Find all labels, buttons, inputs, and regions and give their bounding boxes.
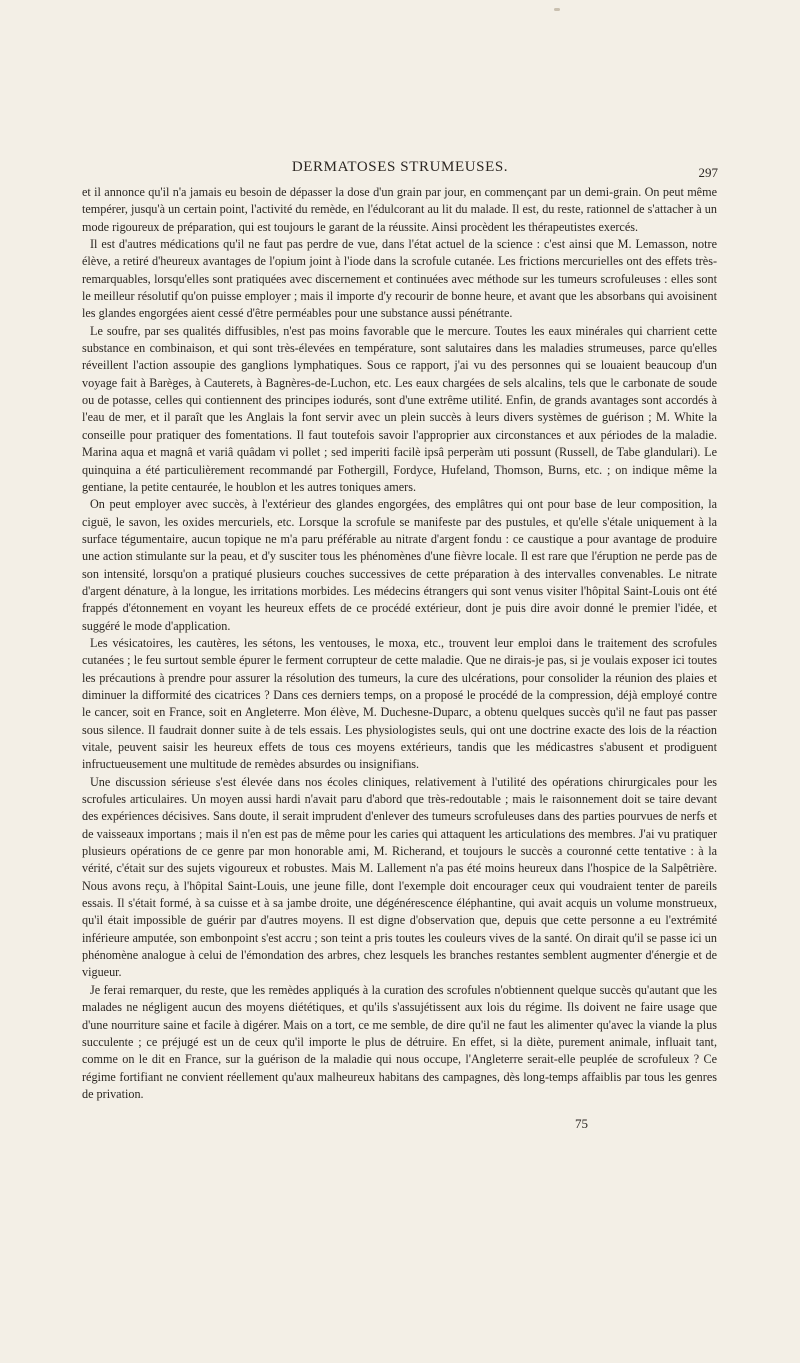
paragraph-1: et il annonce qu'il n'a jamais eu besoin de dépasser la dose d'un grain par jour, en commençant par un demi-grain. On peut même tempérer, jusqu'à un certain point, l'activité du remède, en l'édulcorant au lit du malade. Il est, du reste, rationnel de s'attacher à un mode rigoureux de préparation, qui est toujours le garant de la réussite. Ainsi procèdent les thérapeutistes exercés. xyxy=(82,185,717,234)
signature-mark: 75 xyxy=(575,1116,588,1131)
paragraph-2: Il est d'autres médications qu'il ne faut pas perdre de vue, dans l'état actuel de la science : c'est ainsi que M. Lemasson, notre élève, a retiré d'heureux avantages de l'opium joint à l'iode dans la scrofule cutanée. Les frictions mercurielles ont des effets très-remarquables, lorsqu'elles sont pratiquées avec discernement et continuées avec méthode sur les tumeurs scrofuleuses : elles sont le meilleur résolutif qu'on puisse employer ; mais il importe d'y recourir de bonne heure, et avant que les absorbans qui avoisinent les glandes engorgées aient cessé d'être perméables pour une substance aussi pénétrante. xyxy=(82,237,717,321)
paragraph-3: Le soufre, par ses qualités diffusibles, n'est pas moins favorable que le mercure. Toutes les eaux minérales qui charrient cette substance en combinaison, et qui sont très-élevées en température, sont salutaires dans les maladies strumeuses, parce qu'elles réveillent l'action assoupie des ganglions lymphatiques. Sous ce rapport, j'ai vu des personnes qui se louaient beaucoup d'un voyage fait à Barèges, à Cauterets, à Bagnères-de-Luchon, etc. Les eaux chargées de sels alcalins, tels que le carbonate de soude ou de potasse, celles qui contiennent des principes iodurés, sont d'une extrême utilité. Enfin, de grands avantages sont accordés à l'eau de mer, et il paraît que les Anglais la font servir avec un plein succès à leurs divers systèmes de guérison ; M. White la conseille pour pratiquer des fomentations. Il faut toutefois savoir l'approprier aux circonstances et aux périodes de la maladie. Marina aqua et magnâ et variâ quâdam vi pollet ; sed imperiti facilè ipsâ perperàm uti possunt (Russell, de Tabe glandulari). Le quinquina a été particulièrement recommandé par Fothergill, Fordyce, Hufeland, Thomson, Burns, etc. ; on indique même la gentiane, la petite centaurée, le houblon et les autres toniques amers. xyxy=(82,323,717,494)
paper-mark xyxy=(554,8,560,11)
paragraph-5: Les vésicatoires, les cautères, les sétons, les ventouses, le moxa, etc., trouvent leur emploi dans le traitement des scrofules cutanées ; le feu surtout semble épurer le ferment corrupteur de cette maladie. Que ne dirais-je pas, si je voulais exposer ici toutes les précautions à prendre pour assurer la résolution des tumeurs, la cure des ulcérations, pour consolider la réunion des plaies et diminuer la difformité des cicatrices ? Dans ces derniers temps, on a proposé le procédé de la compression, déjà employé contre le cancer, soit en France, soit en Angleterre. Mon élève, M. Duchesne-Duparc, a obtenu quelques succès qu'il ne faut pas passer sous silence. Il faudrait donner suite à de tels essais. Les physiologistes seuls, qui ont une doctrine exacte des lois de la réaction vitale, peuvent saisir les heureux effets de tous ces moyens extérieurs, tandis que les médicastres s'abusent et prodiguent infructueusement une multitude de remèdes absurdes ou insignifians. xyxy=(82,635,717,772)
paragraph-7: Je ferai remarquer, du reste, que les remèdes appliqués à la curation des scrofules n'obtiennent quelque succès qu'autant que les malades ne négligent aucun des moyens diététiques, et qu'ils s'assujétissent aux lois du régime. Ils doivent ne faire usage que d'une nourriture saine et facile à digérer. Mais on a tort, ce me semble, de dire qu'il ne faut les alimenter qu'avec la viande la plus succulente ; ce préjugé est un de ceux qu'il importe le plus de détruire. En effet, si la diète, purement animale, influait tant, comme on le dit en France, sur la guérison de la maladie qui nous occupe, l'Angleterre serait-elle peuplée de scrofuleux ? Ce régime fortifiant ne convient réellement qu'aux malheureux habitans des campagnes, dès long-temps affaiblis par tous les genres de privation. xyxy=(82,982,717,1101)
body-text xyxy=(82,184,717,1103)
page-header xyxy=(82,159,718,183)
paragraph-4: On peut employer avec succès, à l'extérieur des glandes engorgées, des emplâtres qui ont pour base de leur composition, la ciguë, le savon, les oxides mercuriels, etc. Lorsque la scrofule se manifeste par des pustules, et qu'elle s'étale uniquement à la surface tégumentaire, aucun topique ne m'a paru préférable au nitrate d'argent fondu : ce caustique a pour avantage de produire une action stimulante sur la peau, et d'y susciter tous les phénomènes d'une fièvre locale. Il est rare que l'éruption ne perde pas de son intensité, lorsqu'on a pratiqué plusieurs couches successives de cette préparation à des intervalles convenables. Le nitrate d'argent dénature, à la longue, les irritations morbides. Les médecins étrangers qui sont venus visiter l'hôpital Saint-Louis ont été frappés d'étonnement en voyant les heureux effets de ce procédé extérieur, dont je puis dire avoir donné le premier l'idée, et suggéré le mode d'application. xyxy=(82,497,717,633)
page-number: 297 xyxy=(698,165,718,180)
paragraph-6: Une discussion sérieuse s'est élevée dans nos écoles cliniques, relativement à l'utilité des opérations chirurgicales pour les scrofules articulaires. Un moyen aussi hardi n'avait paru d'abord que très-redoutable ; mais le raisonnement doit se taire devant des expériences décisives. Sans doute, il serait imprudent d'enlever des tumeurs scrofuleuses dans des parties pourvues de nerfs et de vaisseaux importans ; mais il n'en est pas de même pour les caries qui attaquent les articulations des membres. J'ai vu pratiquer plusieurs opérations de ce genre par mon honorable ami, M. Richerand, et toujours le succès a couronné cette tentative : à la vérité, c'était sur des sujets vigoureux et robustes. Mais M. Lallement n'a pas été moins heureux dans l'hospice de la Salpêtrière. Nous avons reçu, à l'hôpital Saint-Louis, une jeune fille, dont l'exemple doit encourager ceux qui voudraient tenter de pareils essais. Il s'était formé, à sa cuisse et à sa jambe droite, une dégénérescence éléphantine, qui avait acquis un volume monstrueux, qu'il était impossible de guérir par d'autres moyens. Il est digne d'observation que, depuis que cette personne a eu l'extrémité inférieure amputée, son embonpoint s'est accru ; son teint a pris toutes les couleurs vives de la santé. On dirait qu'il se passe ici un phénomène analogue à celui de l'émondation des arbres, chez lesquels les branches restantes semblent augmenter d'énergie et de vigueur. xyxy=(82,774,717,980)
running-title: DERMATOSES STRUMEUSES. xyxy=(291,159,509,175)
